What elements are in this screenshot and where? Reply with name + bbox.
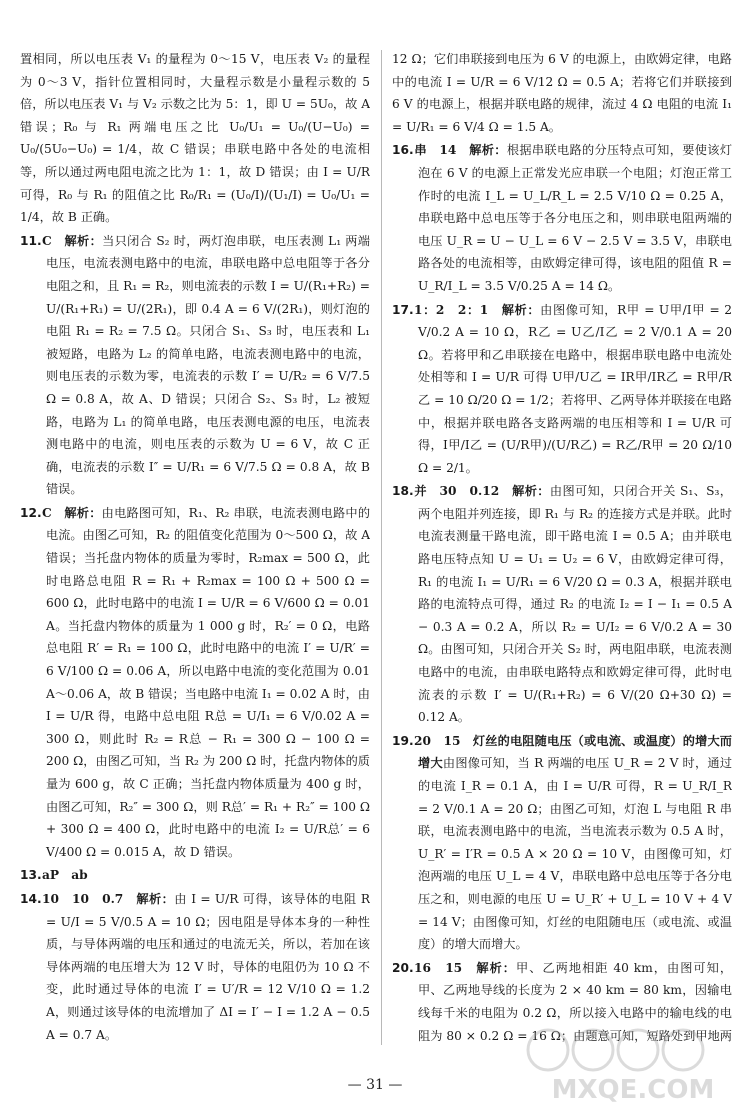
- question-number: 16.: [392, 143, 414, 158]
- question-number: 12.: [20, 505, 42, 520]
- answer-text: 由电路图可知，R₁、R₂ 串联，电流表测电路中的电流。由图乙可知，R₂ 的阻值变化范围为 0～500 Ω，故 A 错误；当托盘内物体的质量为零时，R₂max = 500 Ω，此时电路总电阻 R = R₁ + R₂max = 100 Ω + 500 Ω = 600 Ω，此时电路中的电流 I = U/R = 6 V/600 Ω = 0.01 A。当托盘内物体的质量为 1 000 g 时，R₂′ = 0 Ω，电路总电阻 R′ = R₁ = 100 Ω，此时电路中的电流 I′ = U/R′ = 6 V/100 Ω = 0.06 A，所以电路中电流的变化范围为 0.01 A～0.06 A，故 B 错误；当电路中电流 I₁ = 0.02 A 时，由 I = U/R 得，电路中总电阻 R总 = U/I₁ = 6 V/0.02 A = 300 Ω，则此时 R₂ = R总 − R₁ = 300 Ω − 100 Ω = 200 Ω，由图乙可知，当 R₂ 为 200 Ω 时，托盘内物体的质量为 600 g，故 C 正确；当托盘内物体质量为 400 g 时，由图乙可知，R₂″ = 300 Ω，则 R总′ = R₁ + R₂″ = 100 Ω + 300 Ω = 400 Ω，此时电路中的电流 I₂ = U/R总′ = 6 V/400 Ω = 0.015 A，故 D 错误。: [46, 505, 370, 859]
- answer-item-12: [20, 502, 370, 864]
- watermark-text: MXQE.COM: [551, 1075, 715, 1105]
- answer-text: 由图像可知，当 R 两端的电压 U_R = 2 V 时，通过的电流 I_R = 0.1 A，由 I = U/R 可得，R = U_R/I_R = 2 V/0.1 A = 20 Ω；由图乙可知，灯泡 L 与电阻 R 串联，电流表测电路中的电流，当电流表示数为 0.5 A 时，U_R′ = I′R = 0.5 A × 20 Ω = 10 V，由图像可知，灯泡两端的电压 U_L = 4 V，串联电路中总电压等于各分电压之和，则电源的电压 U = U_R′ + U_L = 10 V + 4 V = 14 V；由图像可知，灯丝的电阻随电压（或电流、或温度）的增大而增大。: [418, 756, 732, 952]
- question-number: 11.: [20, 233, 42, 248]
- answer-key: C 解析：: [42, 505, 102, 520]
- answer-continuation: [20, 48, 370, 229]
- answer-text: 根据串联电路的分压特点可知，要使该灯泡在 6 V 的电源上正常发光应串联一个电阻；灯泡正常工作时的电流 I_L = U_L/R_L = 2.5 V/10 Ω = 0.25 A，串联电路中总电压等于各分电压之和，则串联电阻两端的电压 U_R = U − U_L = 6 V − 2.5 V = 3.5 V，串联电路各处的电流相等，由欧姆定律可得，该电阻的阻值 R = U_R/I_L = 3.5 V/0.25 A = 14 Ω。: [418, 143, 732, 293]
- question-number: 20.: [392, 960, 414, 975]
- answer-text: 由图可知，只闭合开关 S₁、S₃，两个电阻并列连接，即 R₁ 与 R₂ 的连接方式是并联。此时电流表测量干路电流，即干路电流 I = 0.5 A；由并联电路电压特点知 U = U₁ = U₂ = 6 V，由欧姆定律可得，R₁ 的电流 I₁ = U/R₁ = 6 V/20 Ω = 0.3 A，根据并联电路的电流特点可得，通过 R₂ 的电流 I₂ = I − I₁ = 0.5 A − 0.3 A = 0.2 A，所以 R₂ = U/I₂ = 6 V/0.2 A = 30 Ω。由图可知，只闭合开关 S₂ 时，两电阻串联，电流表测电路中的电流，由串联电路特点和欧姆定律可得，此时电流表的示数 I′ = U/(R₁+R₂) = 6 V/(20 Ω+30 Ω) = 0.12 A。: [418, 484, 732, 725]
- question-number: 17.: [392, 302, 414, 317]
- question-number: 13.: [20, 868, 42, 883]
- answer-item-16: [392, 139, 732, 297]
- question-number: 14.: [20, 891, 42, 906]
- answer-key: aP ab: [42, 868, 88, 883]
- answer-item-19: [392, 730, 732, 956]
- page-number: — 31 —: [347, 1077, 403, 1093]
- answer-key: 20 15 灯丝的电阻随电压（或电流、或温度）的增大而增大: [414, 733, 732, 771]
- answer-key: 串 14 解析：: [414, 143, 507, 158]
- answer-item-13: [20, 864, 370, 887]
- answer-item-17: [392, 299, 732, 480]
- answer-key: 10 10 0.7 解析：: [42, 891, 175, 906]
- answer-text: 12 Ω；它们串联接到电压为 6 V 的电源上，由欧姆定律，电路中的电流 I = U/R = 6 V/12 Ω = 0.5 A；若将它们并联接到 6 V 的电源上，根据并联电路的规律，流过 4 Ω 电阻的电流 I₁ = U/R₁ = 6 V/4 Ω = 1.5 A。: [392, 52, 732, 134]
- right-column: [392, 48, 732, 1048]
- answer-item-18: [392, 480, 732, 729]
- answer-item-15: [20, 1047, 370, 1048]
- answer-key: 16 15 解析：: [414, 960, 517, 975]
- answer-item-20: [392, 957, 732, 1048]
- answer-item-11: [20, 230, 370, 501]
- answer-key: 并 30 0.12 解析：: [414, 484, 550, 499]
- answer-item-14: [20, 888, 370, 1046]
- answer-text: 由图像可知，R甲 = U甲/I甲 = 2 V/0.2 A = 10 Ω，R乙 = U乙/I乙 = 2 V/0.1 A = 20 Ω。若将甲和乙串联接在电路中，根据串联电路中电流处处相等和 I = U/R 可得 U甲/U乙 = IR甲/IR乙 = R甲/R乙 = 10 Ω/20 Ω = 1/2；若将甲、乙两导体并联接在电路中，根据并联电路各支路两端的电压相等和 I = U/R 可得，I甲/I乙 = (U/R甲)/(U/R乙) = R乙/R甲 = 20 Ω/10 Ω = 2/1。: [418, 302, 732, 475]
- left-column: [20, 48, 370, 1048]
- question-number: 18.: [392, 484, 414, 499]
- answer-text: 当只闭合 S₂ 时，两灯泡串联，电压表测 L₁ 两端电压，电流表测电路中的电流，串联电路中总电阻等于各分电阻之和，且 R₁ = R₂，则电流表的示数 I = U/(R₁+R₂) = U/(R₁+R₁) = U/(2R₁)，即 0.4 A = 6 V/(2R₁)，则灯泡的电阻 R₁ = R₂ = 7.5 Ω。只闭合 S₁、S₃ 时，电压表和 L₁ 被短路，电路为 L₂ 的简单电路，电流表测电路中的电流，则电压表的示数为零，电流表的示数 I′ = U/R₂ = 6 V/7.5 Ω = 0.8 A，故 A、D 错误；只闭合 S₂、S₃ 时，L₂ 被短路，电路为 L₁ 的简单电路，电压表测电源的电压，电流表测电路中的电流，则电压表的示数为 U = 6 V，故 C 正确，电流表的示数 I″ = U/R₁ = 6 V/7.5 Ω = 0.8 A，故 B 错误。: [46, 233, 370, 497]
- answer-text: 由 I = U/R 可得，该导体的电阻 R = U/I = 5 V/0.5 A = 10 Ω；因电阻是导体本身的一种性质，与导体两端的电压和通过的电流无关，所以，若加在该导体两端的电压增大为 12 V 时，导体的电阻仍为 10 Ω 不变，此时通过导体的电流 I′ = U′/R = 12 V/10 Ω = 1.2 A，则通过该导体的电流增加了 ΔI = I′ − I = 1.2 A − 0.5 A = 0.7 A。: [46, 891, 370, 1042]
- answer-key: 1：2 2：1 解析：: [414, 302, 541, 317]
- answer-continuation: [392, 48, 732, 138]
- answer-key: C 解析：: [42, 233, 103, 248]
- column-divider: [381, 50, 382, 1045]
- answer-text: 置相同，所以电压表 V₁ 的量程为 0～15 V，电压表 V₂ 的量程为 0～3 V，指针位置相同时，大量程示数是小量程示数的 5 倍，所以电压表 V₁ 与 V₂ 示数之比为 5：1，即 U = 5U₀，故 A 错误；R₀ 与 R₁ 两端电压之比 U₀/U₁ = U₀/(U−U₀) = U₀/(5U₀−U₀) = 1/4，故 C 错误；串联电路中各处的电流相等，所以通过两电阻电流之比为 1：1，故 D 错误；由 I = U/R 可得，R₀ 与 R₁ 的阻值之比 R₀/R₁ = (U₀/I)/(U₁/I) = U₀/U₁ = 1/4，故 B 正确。: [20, 52, 370, 225]
- answer-text: 甲、乙两地相距 40 km，由图可知，甲、乙两地导线的长度为 2 × 40 km = 80 km，因输电线每千米的电阻为 0.2 Ω，所以接入电路中的输电线的电阻为 80 × 0.2 Ω = 16 Ω；由题意可知，短路处到甲地两: [418, 960, 732, 1043]
- question-number: 19.: [392, 733, 414, 748]
- question-number: [20, 1047, 42, 1048]
